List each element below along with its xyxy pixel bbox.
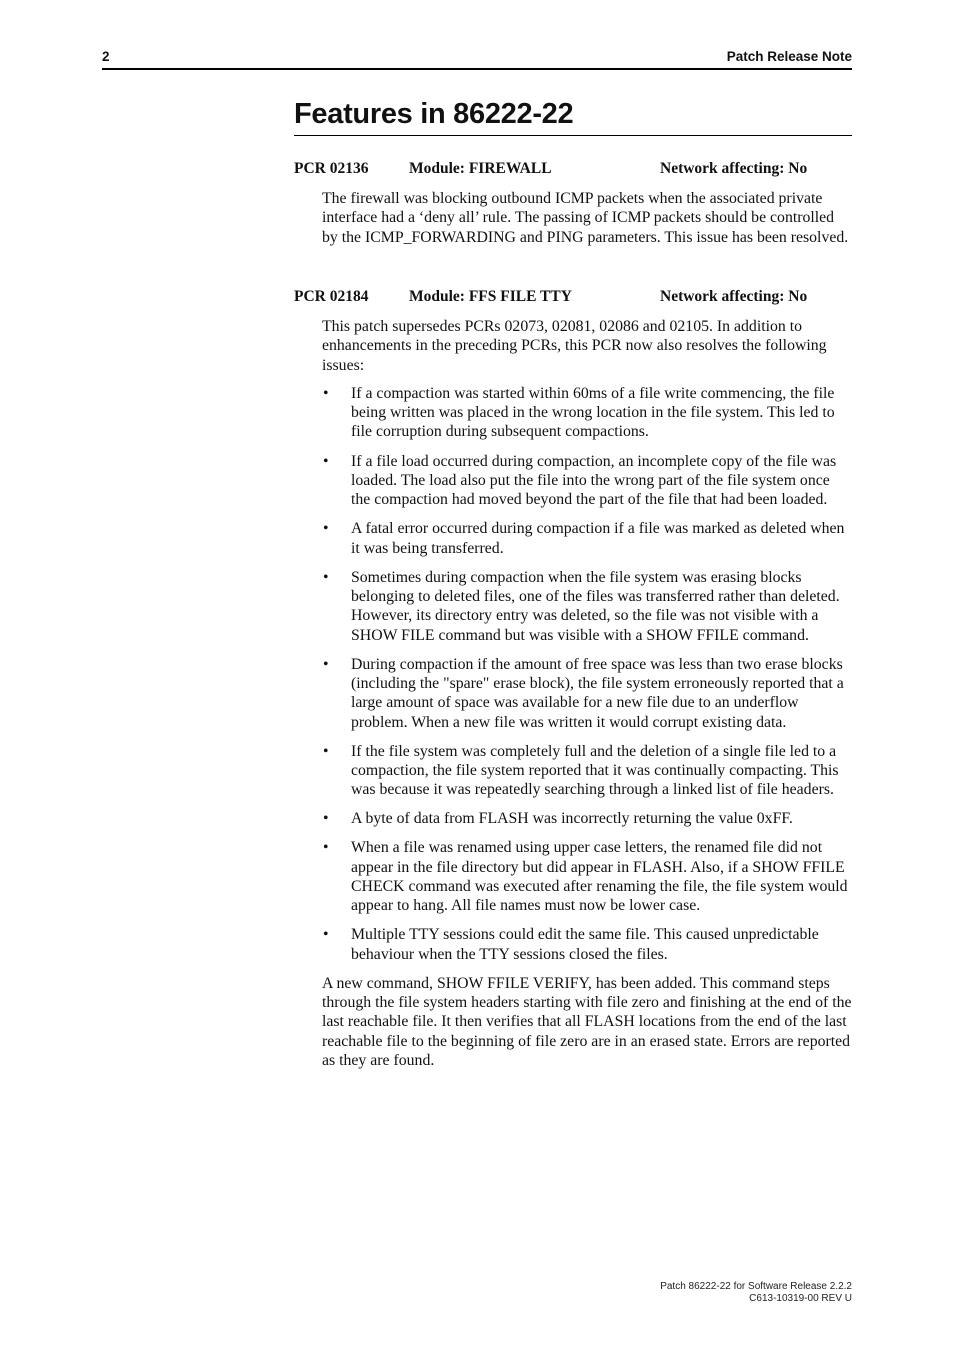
pcr-number: PCR 02136 (294, 160, 369, 177)
issue-text: A fatal error occurred during compaction if a file was marked as deleted when it was being transferred. (351, 520, 845, 557)
issue-item (322, 809, 852, 828)
issue-item (322, 742, 852, 800)
issue-item (322, 655, 852, 732)
issue-text: During compaction if the amount of free space was less than two erase blocks (including the "spare" erase block), the file system erroneously reported that a large amount of space was available for a new file due to an underflow problem. When a new file was written it would corrupt existing data. (351, 655, 844, 731)
issue-text: If a compaction was started within 60ms of a file write commencing, the file being written was placed in the wrong location in the file system. This led to file corruption during subsequent compactions. (351, 384, 835, 441)
pcr-02184 (294, 288, 852, 1070)
issue-text: If the file system was completely full and the deletion of a single file led to a compaction, the file system reported that it was continually compacting. This was because it was repeatedly searching through a linked list of file headers. (351, 742, 839, 799)
bullet-icon: • (323, 655, 329, 673)
pcr-network-affecting: Network affecting: No (660, 160, 808, 177)
issue-text: Multiple TTY sessions could edit the same file. This caused unpredictable behaviour when the TTY sessions closed the files. (351, 926, 819, 963)
bullet-icon: • (323, 839, 329, 857)
pcr-body (322, 317, 852, 1070)
issue-item (322, 925, 852, 964)
issue-item (322, 519, 852, 558)
pcr-number: PCR 02184 (294, 288, 369, 305)
pcr-description: The firewall was blocking outbound ICMP packets when the associated private interface had a ‘deny all’ rule. The passing of ICMP packets should be controlled by the ICMP_FORWARDING and PING parameters. This issue has been resolved. (322, 190, 849, 246)
page-number: 2 (102, 49, 110, 64)
issue-text: A byte of data from FLASH was incorrectly returning the value 0xFF. (351, 810, 793, 828)
bullet-icon: • (323, 742, 329, 760)
issue-item (322, 568, 852, 645)
page-footer (660, 1281, 852, 1305)
issue-text: When a file was renamed using upper case letters, the renamed file did not appear in the file directory but did appear in FLASH. Also, if a SHOW FFILE CHECK command was executed after renaming the file, the file system would appear to hang. All file names must now be lower case. (351, 839, 848, 915)
bullet-icon: • (323, 452, 329, 470)
bullet-icon: • (323, 926, 329, 944)
pcr-module: Module: FFS FILE TTY (409, 288, 572, 305)
pcr-network-affecting: Network affecting: No (660, 288, 808, 305)
section-title: Features in 86222-22 (294, 94, 852, 136)
footer-doc-code: C613-10319-00 REV U (749, 1293, 852, 1304)
bullet-icon: • (323, 520, 329, 538)
page-header (102, 47, 852, 70)
issue-item (322, 838, 852, 915)
closing-paragraph: A new command, SHOW FFILE VERIFY, has been added. This command steps through the file system headers starting with file zero and finishing at the end of the last reachable file. It then verifies that all FLASH locations from the end of the last reachable file to the beginning of file zero are in an erased state. Errors are reported as they are found. (322, 974, 852, 1069)
footer-release: Patch 86222-22 for Software Release 2.2.2 (660, 1281, 852, 1292)
pcr-02136 (294, 160, 852, 247)
issue-list (322, 384, 852, 964)
issue-item (322, 452, 852, 510)
issue-text: Sometimes during compaction when the file system was erasing blocks belonging to deleted files, one of the files was transferred rather than deleted. However, its directory entry was deleted, so the file was not visible with a SHOW FILE command but was visible with a SHOW FFILE command. (351, 568, 840, 644)
bullet-icon: • (323, 384, 329, 402)
pcr-heading (294, 160, 852, 182)
bullet-icon: • (323, 568, 329, 586)
issue-item (322, 384, 852, 442)
pcr-module: Module: FIREWALL (409, 160, 552, 177)
pcr-description: This patch supersedes PCRs 02073, 02081, 02086 and 02105. In addition to enhancements in the preceding PCRs, this PCR now also resolves the following issues: (322, 318, 827, 374)
pcr-body (322, 189, 852, 247)
pcr-heading (294, 288, 852, 310)
running-title: Patch Release Note (726, 49, 852, 64)
issue-text: If a file load occurred during compaction, an incomplete copy of the file was loaded. The load also put the file into the wrong part of the file system once the compaction had moved beyond the part of the file that had been loaded. (351, 452, 837, 509)
bullet-icon: • (323, 810, 329, 828)
